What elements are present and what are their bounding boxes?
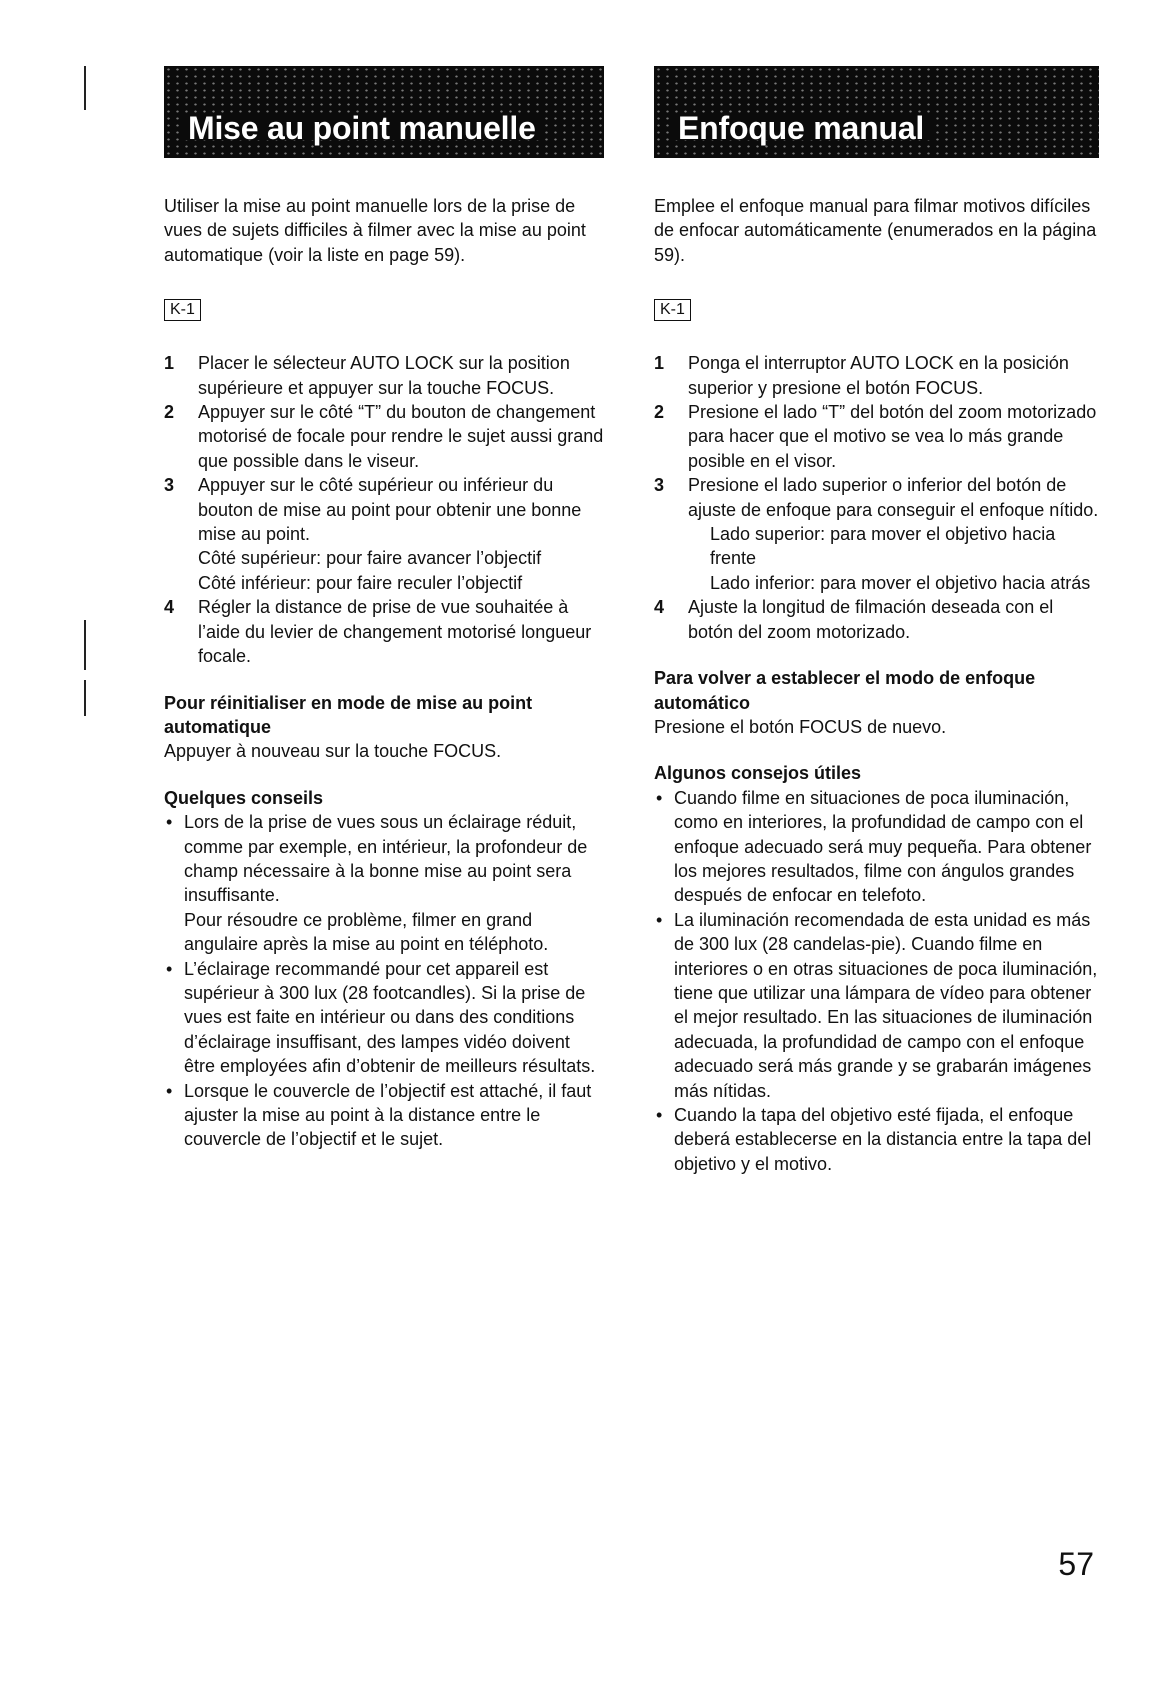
step-text: Appuyer sur le côté “T” du bouton de changement motorisé de focale pour rendre le sujet aussi grand que possible dans le viseur. — [198, 402, 604, 471]
intro-paragraph: Emplee el enfoque manual para filmar motivos difíciles de enfocar automáticamente (enumerados en la página 59). — [654, 196, 1097, 265]
step-number: 4 — [164, 597, 175, 618]
tip-item — [164, 957, 604, 1079]
intro-paragraph: Utiliser la mise au point manuelle lors de la prise de vues de sujets difficiles à filmer avec la mise au point automatique (voir la liste en page 59). — [164, 196, 586, 265]
step-item — [164, 473, 604, 595]
reset-heading: Pour réinitialiser en mode de mise au point automatique — [164, 692, 533, 737]
step-note: Lado superior: para mover el objetivo hacia frente — [710, 524, 1056, 569]
step-item — [654, 473, 1099, 595]
tip-text: La iluminación recomendada de esta unidad es más de 300 lux (28 candelas-pie). Cuando filme en interiores o en otras situaciones de poca iluminación, tiene que utilizar una lámpara de vídeo para obtener el mejor resultado. En las situaciones de iluminación adecuada, la profundidad de campo con el enfoque adecuado será más grande y se grabarán imágenes más nítidas. — [674, 909, 1098, 1101]
bullet-icon: • — [166, 958, 173, 979]
reset-heading: Para volver a establecer el modo de enfoque automático — [654, 668, 1036, 713]
tip-item — [654, 1103, 1099, 1176]
step-number: 3 — [164, 475, 175, 496]
steps-list — [164, 351, 604, 668]
step-note: Lado inferior: para mover el objetivo hacia atrás — [710, 572, 1091, 593]
tip-item — [654, 786, 1099, 908]
step-item — [654, 595, 1099, 644]
margin-mark — [84, 680, 86, 716]
tips-heading: Algunos consejos útiles — [654, 763, 862, 784]
tips-list — [654, 786, 1099, 1177]
margin-mark — [84, 620, 86, 670]
step-text: Presione el lado “T” del botón del zoom motorizado para hacer que el motivo se vea lo más grande posible en el visor. — [688, 402, 1097, 471]
figure-label: K-1 — [164, 299, 201, 321]
margin-mark — [84, 66, 86, 110]
tip-text: L’éclairage recommandé pour cet appareil est supérieur à 300 lux (28 footcandles). Si la prise de vues est faite en intérieur ou dans des conditions d’éclairage insuffisant, des lampes vidéo doivent être employées afin d’obtenir de meilleurs résultats. — [184, 958, 596, 1077]
step-note: Côté inférieur: pour faire reculer l’objectif — [198, 572, 523, 593]
step-text: Ajuste la longitud de filmación deseada con el botón del zoom motorizado. — [688, 597, 1054, 642]
step-text: Presione el lado superior o inferior del botón de ajuste de enfoque para conseguir el enfoque nítido. — [688, 475, 1099, 520]
step-item — [164, 351, 604, 400]
tip-text: Lors de la prise de vues sous un éclairage réduit, comme par exemple, en intérieur, la profondeur de champ nécessaire à la bonne mise au point sera insuffisante. — [184, 812, 588, 906]
steps-list — [654, 351, 1099, 644]
step-text: Régler la distance de prise de vue souhaitée à l’aide du levier de changement motorisé longueur focale. — [198, 597, 592, 667]
section-banner — [654, 66, 1099, 158]
step-number: 2 — [654, 402, 665, 423]
step-text: Placer le sélecteur AUTO LOCK sur la position supérieure et appuyer sur la touche FOCUS. — [198, 353, 570, 398]
tip-item — [164, 1079, 604, 1152]
step-item — [654, 351, 1099, 400]
bullet-icon: • — [656, 787, 663, 808]
tip-text: Lorsque le couvercle de l’objectif est attaché, il faut ajuster la mise au point à la distance entre le couvercle de l’objectif et le sujet. — [184, 1080, 592, 1150]
bullet-icon: • — [166, 812, 173, 833]
tips-heading: Quelques conseils — [164, 787, 324, 808]
step-text: Ponga el interruptor AUTO LOCK en la posición superior y presione el botón FOCUS. — [688, 353, 1069, 398]
tip-item — [164, 810, 604, 956]
bullet-icon: • — [656, 909, 663, 930]
section-title: Enfoque manual — [672, 116, 930, 140]
section-banner — [164, 66, 604, 158]
section-title: Mise au point manuelle — [182, 116, 542, 140]
tip-text: Cuando la tapa del objetivo esté fijada, el enfoque deberá establecerse en la distancia entre la tapa del objetivo y el motivo. — [674, 1105, 1092, 1174]
page-number: 57 — [1058, 1546, 1094, 1582]
bullet-icon: • — [166, 1080, 173, 1101]
spanish-column — [654, 66, 1099, 1176]
reset-text: Appuyer à nouveau sur la touche FOCUS. — [164, 741, 502, 762]
step-number: 3 — [654, 475, 665, 496]
step-number: 4 — [654, 597, 665, 618]
step-number: 1 — [654, 353, 665, 374]
step-number: 1 — [164, 353, 175, 374]
reset-text: Presione el botón FOCUS de nuevo. — [654, 716, 947, 737]
step-text: Appuyer sur le côté supérieur ou inférieur du bouton de mise au point pour obtenir une bonne mise au point. — [198, 475, 582, 545]
figure-label: K-1 — [654, 299, 691, 321]
tip-text: Cuando filme en situaciones de poca iluminación, como en interiores, la profundidad de campo con el enfoque adecuado será muy pequeña. Para obtener los mejores resultados, filme con ángulos grandes después de enfocar en telefoto. — [674, 787, 1092, 906]
step-item — [164, 595, 604, 668]
step-note: Côté supérieur: pour faire avancer l’objectif — [198, 548, 542, 569]
tip-item — [654, 908, 1099, 1103]
tip-extra: Pour résoudre ce problème, filmer en grand angulaire après la mise au point en téléphoto. — [184, 909, 549, 955]
french-column — [164, 66, 604, 1152]
step-item — [654, 400, 1099, 473]
bullet-icon: • — [656, 1105, 663, 1125]
tips-list — [164, 810, 604, 1152]
step-item — [164, 400, 604, 473]
step-number: 2 — [164, 402, 175, 423]
